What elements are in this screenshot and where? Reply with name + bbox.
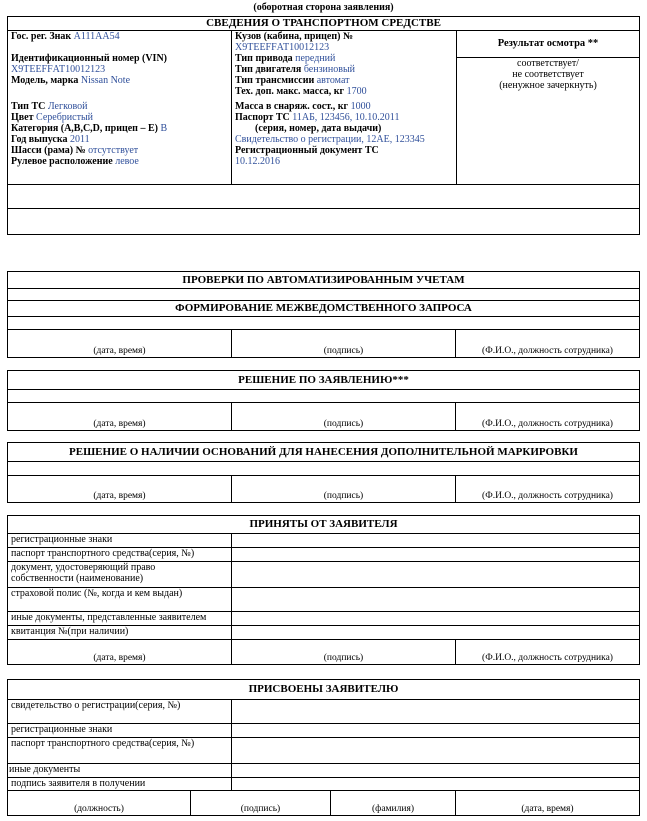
accepted-insurance-field[interactable]: [232, 588, 640, 612]
engine-value: бензиновый: [303, 64, 356, 75]
marking-title: РЕШЕНИЕ О НАЛИЧИИ ОСНОВАНИЙ ДЛЯ НАНЕСЕНИЯ ДОПОЛНИТЕЛЬНОЙ МАРКИРОВКИ: [8, 443, 640, 462]
back-side-title: (оборотная сторона заявления): [253, 2, 394, 13]
vehicle-col-left: [8, 31, 232, 185]
vehicle-type-label: Тип ТС: [11, 101, 46, 112]
color-label: Цвет: [11, 112, 34, 123]
date-field[interactable]: (дата, время): [8, 640, 232, 665]
vehicle-table: [7, 16, 640, 235]
transmission-label: Тип трансмиссии: [235, 75, 315, 86]
accepted-item-ownership: [8, 562, 232, 588]
signature-field[interactable]: (подпись): [232, 403, 456, 431]
curb-mass-label: Масса в снаряж. сост., кг: [235, 101, 349, 112]
ownership-line-2: собственности (наименование): [11, 573, 144, 584]
assigned-passport-field[interactable]: [232, 738, 640, 764]
accepted-receipt-field[interactable]: [232, 626, 640, 640]
category-label: Категория (А,В,С,D, прицеп – Е): [11, 123, 158, 134]
assigned-other-field[interactable]: [232, 764, 640, 778]
blank-row: [8, 317, 640, 330]
signature-field[interactable]: (подпись): [191, 791, 331, 816]
blank-row: [8, 289, 640, 301]
chassis-label: Шасси (рама) №: [11, 145, 86, 156]
vin-value: Х9ТЕЕFFАТ10012123: [11, 64, 106, 75]
decision-title: РЕШЕНИЕ ПО ЗАЯВЛЕНИЮ***: [8, 371, 640, 390]
ownership-line-1: документ, удостоверяющий право: [11, 562, 156, 573]
officer-field[interactable]: (Ф.И.О., должность сотрудника): [456, 640, 640, 665]
decision-table: [7, 370, 640, 431]
blank-row: [8, 390, 640, 403]
officer-field[interactable]: (Ф.И.О., должность сотрудника): [456, 403, 640, 431]
drive-label: Тип привода: [235, 53, 293, 64]
assigned-table: [7, 679, 640, 791]
model-label: Модель, марка: [11, 75, 79, 86]
passport-value: 11АБ, 123456, 10.10.2011: [292, 112, 400, 123]
officer-field[interactable]: (Ф.И.О., должность сотрудника): [456, 476, 640, 503]
date-field[interactable]: (дата, время): [456, 791, 640, 816]
assigned-item-passport: паспорт транспортного средства(серия, №): [8, 738, 232, 764]
accepted-item-insurance: страховой полис (№, когда и кем выдан): [8, 588, 232, 612]
assigned-item-receipt-signature: подпись заявителя в получении: [8, 778, 232, 791]
inspection-cell: [457, 31, 640, 185]
model-value: Nissan Note: [80, 75, 131, 86]
surname-field[interactable]: (фамилия): [331, 791, 456, 816]
date-field[interactable]: (дата, время): [8, 330, 232, 358]
reg-sign-label: Гос. рег. Знак: [11, 31, 72, 42]
assigned-item-plates: регистрационные знаки: [8, 724, 232, 738]
signature-field[interactable]: (подпись): [232, 330, 456, 358]
color-value: Серебристый: [36, 112, 94, 123]
assigned-item-certificate: свидетельство о регистрации(серия, №): [8, 700, 232, 724]
marking-table: [7, 442, 640, 503]
date-field[interactable]: (дата, время): [8, 476, 232, 503]
inspection-option-mismatch: не соответствует: [512, 69, 584, 80]
inspection-option-match: соответствует/: [517, 58, 579, 69]
accepted-item-passport: паспорт транспортного средства(серия, №): [8, 548, 232, 562]
accepted-item-other: иные документы, представленные заявителем: [8, 612, 232, 626]
vehicle-col-middle: [232, 31, 457, 185]
transmission-value: автомат: [316, 75, 350, 86]
accepted-title: ПРИНЯТЫ ОТ ЗАЯВИТЕЛЯ: [8, 516, 640, 534]
checks-title: ПРОВЕРКИ ПО АВТОМАТИЗИРОВАННЫМ УЧЕТАМ: [8, 272, 640, 289]
assigned-item-other: иные документы: [8, 764, 232, 778]
year-label: Год выпуска: [11, 134, 68, 145]
vehicle-section-title: СВЕДЕНИЯ О ТРАНСПОРТНОМ СРЕДСТВЕ: [8, 17, 640, 31]
max-mass-label: Тех. доп. макс. масса, кг: [235, 86, 345, 97]
assigned-plates-field[interactable]: [232, 724, 640, 738]
year-value: 2011: [69, 134, 90, 145]
vin-label: Идентификационный номер (VIN): [11, 53, 167, 64]
blank-row: [8, 209, 640, 235]
accepted-item-plates: регистрационные знаки: [8, 534, 232, 548]
passport-label: Паспорт ТС: [235, 112, 290, 123]
accepted-table: [7, 515, 640, 665]
body-label: Кузов (кабина, прицеп) №: [235, 31, 354, 42]
drive-value: передний: [295, 53, 336, 64]
regdoc-label: Регистрационный документ ТС: [235, 145, 379, 156]
engine-label: Тип двигателя: [235, 64, 302, 75]
curb-mass-value: 1000: [350, 101, 371, 112]
accepted-item-receipt: квитанция №(при наличии): [8, 626, 232, 640]
assigned-receipt-signature-field[interactable]: [232, 778, 640, 791]
reg-sign-value: А111АА54: [73, 31, 120, 42]
signature-field[interactable]: (подпись): [232, 640, 456, 665]
accepted-plates-field[interactable]: [232, 534, 640, 548]
body-value: Х9ТЕЕFFАТ10012123: [235, 42, 330, 53]
inspection-note: (ненужное зачеркнуть): [499, 80, 597, 91]
inspection-title: Результат осмотра **: [457, 31, 639, 58]
regdoc-date: 10.12.2016: [235, 156, 280, 167]
assigned-footer-table: [7, 790, 640, 816]
accepted-passport-field[interactable]: [232, 548, 640, 562]
max-mass-value: 1700: [346, 86, 367, 97]
passport-hint: (серия, номер, дата выдачи): [255, 123, 382, 134]
category-value: В: [160, 123, 168, 134]
signature-field[interactable]: (подпись): [232, 476, 456, 503]
date-field[interactable]: (дата, время): [8, 403, 232, 431]
accepted-ownership-field[interactable]: [232, 562, 640, 588]
steering-label: Рулевое расположение: [11, 156, 113, 167]
assigned-title: ПРИСВОЕНЫ ЗАЯВИТЕЛЮ: [8, 680, 640, 700]
checks-table: [7, 271, 640, 358]
officer-field[interactable]: (Ф.И.О., должность сотрудника): [456, 330, 640, 358]
cert-value: Свидетельство о регистрации, 12АЕ, 123345: [235, 134, 425, 145]
accepted-other-field[interactable]: [232, 612, 640, 626]
vehicle-type-value: Легковой: [47, 101, 88, 112]
steering-value: левое: [115, 156, 139, 167]
checks-subtitle: ФОРМИРОВАНИЕ МЕЖВЕДОМСТВЕННОГО ЗАПРОСА: [8, 301, 640, 317]
blank-row: [8, 185, 640, 209]
chassis-value: отсутствует: [88, 145, 139, 156]
assigned-certificate-field[interactable]: [232, 700, 640, 724]
blank-row: [8, 462, 640, 476]
position-field[interactable]: (должность): [8, 791, 191, 816]
